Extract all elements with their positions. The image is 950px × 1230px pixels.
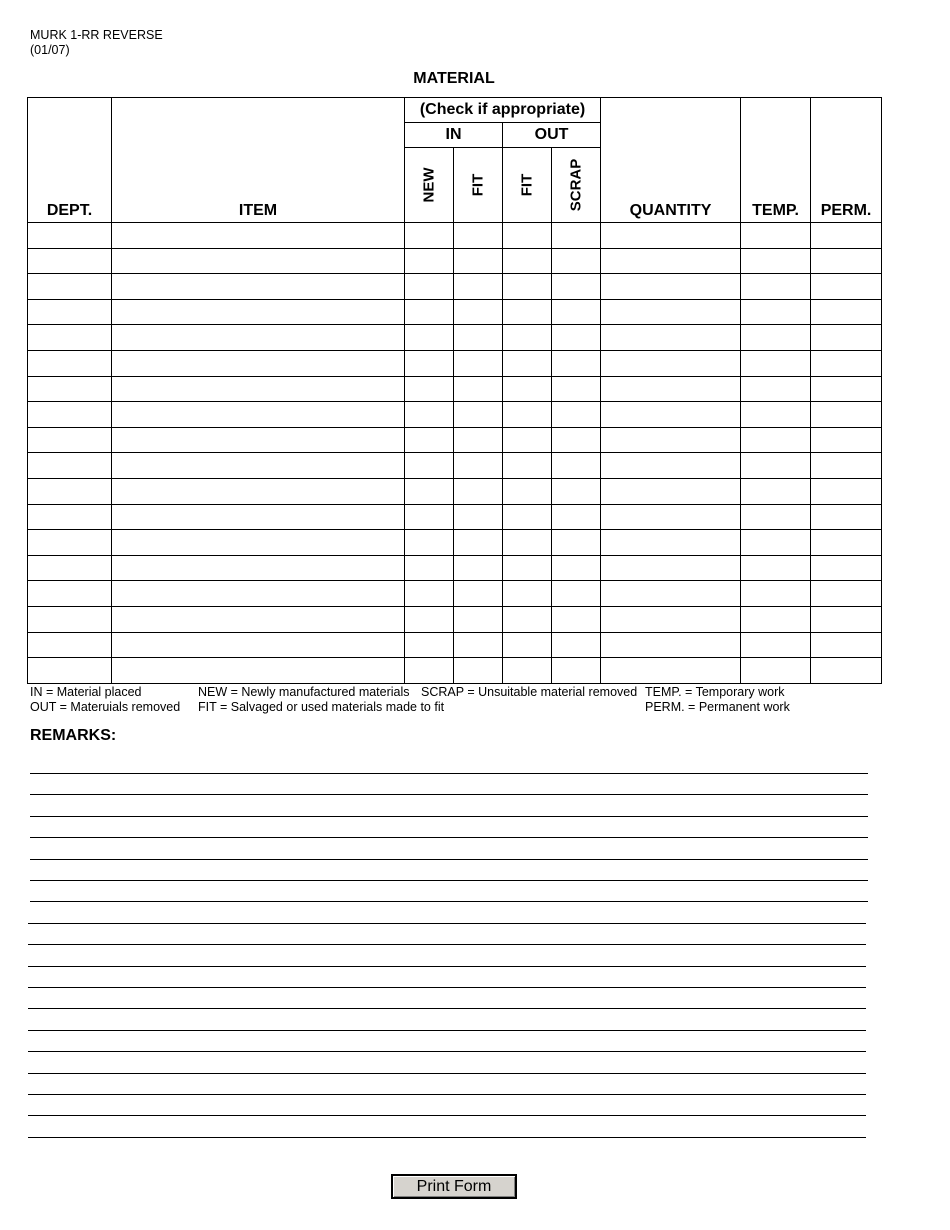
cell-perm[interactable]	[811, 350, 882, 376]
remark-line[interactable]	[28, 987, 866, 988]
cell-dept[interactable]	[28, 478, 112, 504]
cell-dept[interactable]	[28, 402, 112, 428]
cell-out-scrap[interactable]	[552, 325, 601, 351]
cell-temp[interactable]	[741, 274, 811, 300]
cell-quantity[interactable]	[601, 299, 741, 325]
table-row	[28, 325, 882, 351]
cell-dept[interactable]	[28, 581, 112, 607]
cell-out-fit[interactable]	[503, 376, 552, 402]
cell-in-fit[interactable]	[454, 504, 503, 530]
remark-line[interactable]	[30, 859, 868, 860]
cell-dept[interactable]	[28, 350, 112, 376]
table-row	[28, 350, 882, 376]
cell-perm[interactable]	[811, 555, 882, 581]
cell-item[interactable]	[112, 274, 405, 300]
remark-line[interactable]	[30, 773, 868, 774]
cell-out-fit[interactable]	[503, 530, 552, 556]
cell-out-fit[interactable]	[503, 606, 552, 632]
cell-out-scrap[interactable]	[552, 274, 601, 300]
cell-out-fit[interactable]	[503, 299, 552, 325]
remark-line[interactable]	[28, 944, 866, 945]
cell-item[interactable]	[112, 299, 405, 325]
remark-line[interactable]	[28, 1115, 866, 1116]
cell-temp[interactable]	[741, 325, 811, 351]
col-header-in-new-cell	[405, 148, 454, 223]
cell-temp[interactable]	[741, 453, 811, 479]
col-header-item: ITEM	[112, 98, 405, 223]
cell-out-scrap[interactable]	[552, 402, 601, 428]
cell-temp[interactable]	[741, 504, 811, 530]
col-header-perm: PERM.	[811, 98, 882, 223]
cell-temp[interactable]	[741, 478, 811, 504]
table-row	[28, 555, 882, 581]
table-row	[28, 632, 882, 658]
cell-temp[interactable]	[741, 581, 811, 607]
cell-in-new[interactable]	[405, 248, 454, 274]
in-header: IN	[405, 123, 503, 148]
cell-out-fit[interactable]	[503, 478, 552, 504]
cell-item[interactable]	[112, 325, 405, 351]
cell-in-fit[interactable]	[454, 299, 503, 325]
cell-dept[interactable]	[28, 223, 112, 249]
cell-out-scrap[interactable]	[552, 350, 601, 376]
remark-line[interactable]	[28, 1051, 866, 1052]
material-table	[27, 97, 882, 684]
cell-in-new[interactable]	[405, 658, 454, 684]
legend-out: OUT = Materuials removed	[30, 700, 181, 714]
remark-line[interactable]	[30, 880, 868, 881]
cell-out-fit[interactable]	[503, 248, 552, 274]
cell-out-scrap[interactable]	[552, 632, 601, 658]
cell-in-fit[interactable]	[454, 350, 503, 376]
cell-in-fit[interactable]	[454, 223, 503, 249]
cell-out-fit[interactable]	[503, 427, 552, 453]
cell-in-new[interactable]	[405, 632, 454, 658]
cell-dept[interactable]	[28, 248, 112, 274]
cell-in-new[interactable]	[405, 581, 454, 607]
table-row	[28, 299, 882, 325]
cell-item[interactable]	[112, 427, 405, 453]
legend-temp: TEMP. = Temporary work	[645, 685, 785, 699]
form-code: MURK 1-RR REVERSE	[30, 28, 163, 42]
cell-perm[interactable]	[811, 581, 882, 607]
cell-in-new[interactable]	[405, 402, 454, 428]
cell-dept[interactable]	[28, 427, 112, 453]
col-header-out-fit-cell	[503, 148, 552, 223]
remark-line[interactable]	[30, 794, 868, 795]
cell-out-scrap[interactable]	[552, 248, 601, 274]
cell-in-fit[interactable]	[454, 453, 503, 479]
col-header-temp: TEMP.	[741, 98, 811, 223]
cell-out-fit[interactable]	[503, 350, 552, 376]
cell-perm[interactable]	[811, 530, 882, 556]
cell-item[interactable]	[112, 530, 405, 556]
cell-out-fit[interactable]	[503, 325, 552, 351]
cell-in-new[interactable]	[405, 274, 454, 300]
cell-dept[interactable]	[28, 606, 112, 632]
cell-out-scrap[interactable]	[552, 299, 601, 325]
col-header-out-scrap-cell	[552, 148, 601, 223]
cell-perm[interactable]	[811, 453, 882, 479]
legend-scrap: SCRAP = Unsuitable material removed	[421, 685, 638, 699]
table-row	[28, 274, 882, 300]
col-header-in-fit: FIT	[469, 173, 487, 197]
cell-in-new[interactable]	[405, 453, 454, 479]
cell-perm[interactable]	[811, 606, 882, 632]
cell-perm[interactable]	[811, 299, 882, 325]
material-table-body	[28, 223, 882, 684]
cell-in-fit[interactable]	[454, 606, 503, 632]
cell-out-fit[interactable]	[503, 555, 552, 581]
cell-out-scrap[interactable]	[552, 555, 601, 581]
cell-in-fit[interactable]	[454, 555, 503, 581]
cell-dept[interactable]	[28, 274, 112, 300]
cell-temp[interactable]	[741, 632, 811, 658]
cell-temp[interactable]	[741, 376, 811, 402]
cell-in-fit[interactable]	[454, 581, 503, 607]
cell-out-fit[interactable]	[503, 632, 552, 658]
table-row	[28, 248, 882, 274]
col-header-in-new: NEW	[420, 167, 438, 203]
cell-out-fit[interactable]	[503, 658, 552, 684]
print-form-button[interactable]: Print Form	[391, 1174, 517, 1199]
legend-col-1	[30, 685, 180, 715]
cell-temp[interactable]	[741, 248, 811, 274]
cell-dept[interactable]	[28, 632, 112, 658]
form-revision: (01/07)	[30, 43, 70, 57]
remark-line[interactable]	[30, 901, 868, 902]
cell-item[interactable]	[112, 504, 405, 530]
cell-quantity[interactable]	[601, 350, 741, 376]
cell-in-new[interactable]	[405, 478, 454, 504]
cell-perm[interactable]	[811, 325, 882, 351]
cell-quantity[interactable]	[601, 504, 741, 530]
table-row	[28, 581, 882, 607]
cell-out-scrap[interactable]	[552, 223, 601, 249]
cell-temp[interactable]	[741, 606, 811, 632]
table-row	[28, 530, 882, 556]
cell-perm[interactable]	[811, 223, 882, 249]
cell-quantity[interactable]	[601, 223, 741, 249]
cell-in-new[interactable]	[405, 299, 454, 325]
cell-in-new[interactable]	[405, 504, 454, 530]
cell-dept[interactable]	[28, 504, 112, 530]
cell-in-fit[interactable]	[454, 530, 503, 556]
cell-out-scrap[interactable]	[552, 453, 601, 479]
cell-item[interactable]	[112, 402, 405, 428]
cell-item[interactable]	[112, 223, 405, 249]
cell-in-new[interactable]	[405, 606, 454, 632]
remarks-label: REMARKS:	[30, 727, 117, 744]
cell-in-new[interactable]	[405, 325, 454, 351]
page-title: MATERIAL	[413, 70, 495, 87]
table-row	[28, 478, 882, 504]
cell-temp[interactable]	[741, 299, 811, 325]
cell-perm[interactable]	[811, 427, 882, 453]
cell-perm[interactable]	[811, 402, 882, 428]
cell-quantity[interactable]	[601, 606, 741, 632]
cell-quantity[interactable]	[601, 632, 741, 658]
cell-temp[interactable]	[741, 402, 811, 428]
remark-line[interactable]	[28, 1030, 866, 1031]
cell-item[interactable]	[112, 658, 405, 684]
table-row	[28, 376, 882, 402]
cell-in-new[interactable]	[405, 223, 454, 249]
cell-temp[interactable]	[741, 427, 811, 453]
cell-quantity[interactable]	[601, 581, 741, 607]
cell-out-fit[interactable]	[503, 504, 552, 530]
cell-quantity[interactable]	[601, 376, 741, 402]
table-row	[28, 223, 882, 249]
table-row	[28, 504, 882, 530]
cell-temp[interactable]	[741, 658, 811, 684]
out-header: OUT	[503, 123, 601, 148]
cell-out-fit[interactable]	[503, 274, 552, 300]
form-code-block	[30, 28, 163, 58]
cell-perm[interactable]	[811, 478, 882, 504]
cell-quantity[interactable]	[601, 248, 741, 274]
cell-out-fit[interactable]	[503, 581, 552, 607]
legend-new: NEW = Newly manufactured materials	[198, 685, 410, 699]
cell-item[interactable]	[112, 632, 405, 658]
table-row	[28, 658, 882, 684]
cell-in-fit[interactable]	[454, 248, 503, 274]
cell-out-fit[interactable]	[503, 223, 552, 249]
cell-dept[interactable]	[28, 376, 112, 402]
cell-out-scrap[interactable]	[552, 530, 601, 556]
remark-line[interactable]	[30, 816, 868, 817]
cell-in-fit[interactable]	[454, 402, 503, 428]
cell-quantity[interactable]	[601, 658, 741, 684]
cell-dept[interactable]	[28, 453, 112, 479]
cell-quantity[interactable]	[601, 325, 741, 351]
remark-line[interactable]	[28, 1094, 866, 1095]
cell-dept[interactable]	[28, 530, 112, 556]
table-row	[28, 606, 882, 632]
cell-in-new[interactable]	[405, 376, 454, 402]
cell-perm[interactable]	[811, 248, 882, 274]
cell-in-fit[interactable]	[454, 274, 503, 300]
cell-temp[interactable]	[741, 223, 811, 249]
cell-temp[interactable]	[741, 555, 811, 581]
legend-col-4	[645, 685, 790, 715]
col-header-out-fit: FIT	[518, 173, 536, 197]
cell-in-new[interactable]	[405, 427, 454, 453]
cell-out-scrap[interactable]	[552, 478, 601, 504]
remark-line[interactable]	[28, 1008, 866, 1009]
cell-quantity[interactable]	[601, 478, 741, 504]
cell-out-fit[interactable]	[503, 453, 552, 479]
cell-perm[interactable]	[811, 376, 882, 402]
cell-perm[interactable]	[811, 658, 882, 684]
cell-in-fit[interactable]	[454, 325, 503, 351]
cell-out-scrap[interactable]	[552, 504, 601, 530]
cell-in-fit[interactable]	[454, 427, 503, 453]
col-header-quantity: QUANTITY	[601, 98, 741, 223]
cell-in-new[interactable]	[405, 530, 454, 556]
cell-in-fit[interactable]	[454, 632, 503, 658]
cell-in-new[interactable]	[405, 555, 454, 581]
cell-dept[interactable]	[28, 299, 112, 325]
remark-line[interactable]	[28, 1137, 866, 1138]
col-header-dept: DEPT.	[28, 98, 112, 223]
legend-perm: PERM. = Permanent work	[645, 700, 790, 714]
cell-temp[interactable]	[741, 530, 811, 556]
cell-item[interactable]	[112, 453, 405, 479]
check-header: (Check if appropriate)	[405, 98, 601, 123]
cell-out-scrap[interactable]	[552, 581, 601, 607]
cell-perm[interactable]	[811, 504, 882, 530]
cell-out-scrap[interactable]	[552, 606, 601, 632]
table-row	[28, 402, 882, 428]
cell-perm[interactable]	[811, 632, 882, 658]
cell-item[interactable]	[112, 350, 405, 376]
cell-item[interactable]	[112, 248, 405, 274]
col-header-out-scrap: SCRAP	[567, 158, 585, 212]
remark-line[interactable]	[28, 923, 866, 924]
cell-quantity[interactable]	[601, 274, 741, 300]
legend-in: IN = Material placed	[30, 685, 142, 699]
cell-dept[interactable]	[28, 555, 112, 581]
cell-quantity[interactable]	[601, 453, 741, 479]
cell-out-scrap[interactable]	[552, 427, 601, 453]
cell-in-fit[interactable]	[454, 658, 503, 684]
cell-out-scrap[interactable]	[552, 376, 601, 402]
cell-perm[interactable]	[811, 274, 882, 300]
cell-quantity[interactable]	[601, 530, 741, 556]
remark-line[interactable]	[28, 1073, 866, 1074]
cell-item[interactable]	[112, 606, 405, 632]
remark-line[interactable]	[28, 966, 866, 967]
cell-dept[interactable]	[28, 658, 112, 684]
legend-col-2	[198, 685, 444, 715]
col-header-in-fit-cell	[454, 148, 503, 223]
cell-in-new[interactable]	[405, 350, 454, 376]
cell-item[interactable]	[112, 581, 405, 607]
table-row	[28, 453, 882, 479]
cell-out-fit[interactable]	[503, 402, 552, 428]
cell-in-fit[interactable]	[454, 478, 503, 504]
cell-item[interactable]	[112, 478, 405, 504]
cell-quantity[interactable]	[601, 427, 741, 453]
cell-quantity[interactable]	[601, 555, 741, 581]
table-row	[28, 427, 882, 453]
cell-out-scrap[interactable]	[552, 658, 601, 684]
legend-fit: FIT = Salvaged or used materials made to fit	[198, 700, 445, 714]
remark-line[interactable]	[30, 837, 868, 838]
cell-dept[interactable]	[28, 325, 112, 351]
cell-temp[interactable]	[741, 350, 811, 376]
cell-item[interactable]	[112, 555, 405, 581]
cell-quantity[interactable]	[601, 402, 741, 428]
cell-in-fit[interactable]	[454, 376, 503, 402]
cell-item[interactable]	[112, 376, 405, 402]
